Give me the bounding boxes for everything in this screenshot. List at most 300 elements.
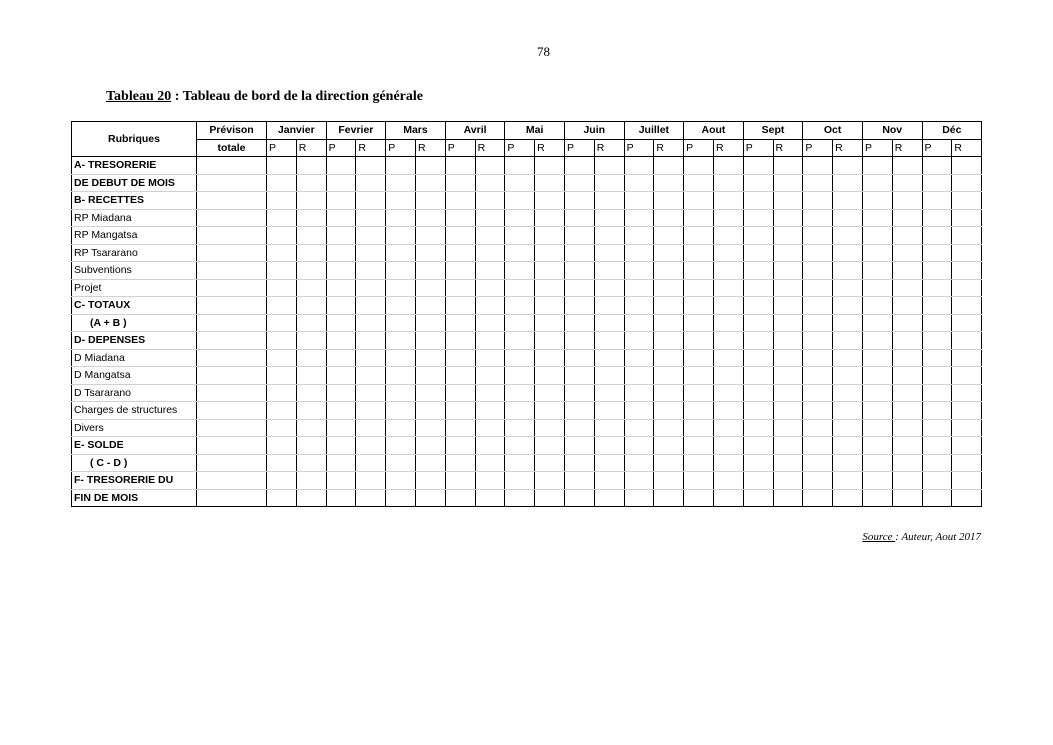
p-cell[interactable] [505, 349, 535, 367]
p-cell[interactable] [743, 174, 773, 192]
p-cell[interactable] [862, 279, 892, 297]
r-cell[interactable] [773, 174, 803, 192]
r-cell[interactable] [594, 332, 624, 350]
p-cell[interactable] [564, 384, 594, 402]
p-cell[interactable] [803, 279, 833, 297]
r-cell[interactable] [833, 419, 863, 437]
p-cell[interactable] [743, 279, 773, 297]
p-cell[interactable] [505, 314, 535, 332]
r-cell[interactable] [713, 279, 743, 297]
r-cell[interactable] [952, 209, 982, 227]
p-cell[interactable] [743, 384, 773, 402]
r-cell[interactable] [594, 279, 624, 297]
r-cell[interactable] [415, 209, 445, 227]
r-cell[interactable] [773, 192, 803, 210]
p-cell[interactable] [803, 174, 833, 192]
r-cell[interactable] [654, 454, 684, 472]
r-cell[interactable] [535, 454, 565, 472]
prevision-cell[interactable] [197, 244, 267, 262]
r-cell[interactable] [475, 244, 505, 262]
p-cell[interactable] [564, 472, 594, 490]
r-cell[interactable] [773, 349, 803, 367]
r-cell[interactable] [892, 349, 922, 367]
r-cell[interactable] [535, 227, 565, 245]
p-cell[interactable] [803, 367, 833, 385]
r-cell[interactable] [415, 227, 445, 245]
p-cell[interactable] [267, 419, 297, 437]
p-cell[interactable] [267, 279, 297, 297]
p-cell[interactable] [267, 489, 297, 507]
p-cell[interactable] [386, 279, 416, 297]
r-cell[interactable] [296, 297, 326, 315]
p-cell[interactable] [803, 227, 833, 245]
r-cell[interactable] [713, 367, 743, 385]
r-cell[interactable] [594, 192, 624, 210]
p-cell[interactable] [862, 314, 892, 332]
p-cell[interactable] [862, 192, 892, 210]
r-cell[interactable] [296, 227, 326, 245]
r-cell[interactable] [535, 192, 565, 210]
r-cell[interactable] [952, 349, 982, 367]
p-cell[interactable] [386, 454, 416, 472]
r-cell[interactable] [713, 489, 743, 507]
r-cell[interactable] [654, 262, 684, 280]
p-cell[interactable] [624, 262, 654, 280]
p-cell[interactable] [386, 402, 416, 420]
r-cell[interactable] [296, 454, 326, 472]
p-cell[interactable] [445, 367, 475, 385]
r-cell[interactable] [713, 262, 743, 280]
r-cell[interactable] [892, 174, 922, 192]
r-cell[interactable] [773, 314, 803, 332]
p-cell[interactable] [505, 367, 535, 385]
r-cell[interactable] [415, 437, 445, 455]
p-cell[interactable] [803, 419, 833, 437]
r-cell[interactable] [296, 472, 326, 490]
p-cell[interactable] [922, 297, 952, 315]
r-cell[interactable] [713, 297, 743, 315]
r-cell[interactable] [952, 192, 982, 210]
prevision-cell[interactable] [197, 367, 267, 385]
r-cell[interactable] [356, 314, 386, 332]
p-cell[interactable] [386, 437, 416, 455]
r-cell[interactable] [475, 472, 505, 490]
r-cell[interactable] [833, 437, 863, 455]
r-cell[interactable] [713, 227, 743, 245]
r-cell[interactable] [654, 314, 684, 332]
p-cell[interactable] [684, 384, 714, 402]
r-cell[interactable] [833, 384, 863, 402]
p-cell[interactable] [862, 332, 892, 350]
r-cell[interactable] [415, 419, 445, 437]
p-cell[interactable] [445, 279, 475, 297]
p-cell[interactable] [922, 332, 952, 350]
p-cell[interactable] [505, 209, 535, 227]
r-cell[interactable] [356, 489, 386, 507]
r-cell[interactable] [654, 297, 684, 315]
p-cell[interactable] [564, 454, 594, 472]
p-cell[interactable] [803, 454, 833, 472]
r-cell[interactable] [833, 279, 863, 297]
p-cell[interactable] [326, 384, 356, 402]
p-cell[interactable] [743, 192, 773, 210]
p-cell[interactable] [267, 314, 297, 332]
r-cell[interactable] [952, 279, 982, 297]
p-cell[interactable] [505, 262, 535, 280]
p-cell[interactable] [862, 174, 892, 192]
r-cell[interactable] [535, 367, 565, 385]
p-cell[interactable] [922, 227, 952, 245]
r-cell[interactable] [654, 227, 684, 245]
r-cell[interactable] [296, 384, 326, 402]
r-cell[interactable] [296, 192, 326, 210]
p-cell[interactable] [862, 437, 892, 455]
p-cell[interactable] [803, 437, 833, 455]
r-cell[interactable] [296, 332, 326, 350]
r-cell[interactable] [833, 454, 863, 472]
r-cell[interactable] [475, 279, 505, 297]
prevision-cell[interactable] [197, 419, 267, 437]
r-cell[interactable] [475, 262, 505, 280]
p-cell[interactable] [922, 244, 952, 262]
p-cell[interactable] [743, 227, 773, 245]
p-cell[interactable] [684, 489, 714, 507]
r-cell[interactable] [952, 157, 982, 175]
p-cell[interactable] [445, 297, 475, 315]
p-cell[interactable] [624, 209, 654, 227]
p-cell[interactable] [922, 279, 952, 297]
p-cell[interactable] [684, 262, 714, 280]
p-cell[interactable] [624, 454, 654, 472]
r-cell[interactable] [713, 384, 743, 402]
r-cell[interactable] [415, 384, 445, 402]
r-cell[interactable] [296, 244, 326, 262]
r-cell[interactable] [356, 192, 386, 210]
r-cell[interactable] [773, 297, 803, 315]
r-cell[interactable] [654, 402, 684, 420]
p-cell[interactable] [743, 437, 773, 455]
r-cell[interactable] [535, 332, 565, 350]
p-cell[interactable] [326, 402, 356, 420]
r-cell[interactable] [773, 332, 803, 350]
r-cell[interactable] [475, 402, 505, 420]
r-cell[interactable] [594, 384, 624, 402]
p-cell[interactable] [386, 209, 416, 227]
r-cell[interactable] [713, 209, 743, 227]
p-cell[interactable] [445, 174, 475, 192]
p-cell[interactable] [624, 367, 654, 385]
p-cell[interactable] [326, 174, 356, 192]
r-cell[interactable] [594, 262, 624, 280]
p-cell[interactable] [803, 244, 833, 262]
r-cell[interactable] [356, 262, 386, 280]
p-cell[interactable] [684, 437, 714, 455]
r-cell[interactable] [713, 402, 743, 420]
r-cell[interactable] [654, 384, 684, 402]
p-cell[interactable] [564, 262, 594, 280]
p-cell[interactable] [267, 454, 297, 472]
p-cell[interactable] [922, 454, 952, 472]
r-cell[interactable] [535, 279, 565, 297]
p-cell[interactable] [445, 332, 475, 350]
p-cell[interactable] [684, 244, 714, 262]
r-cell[interactable] [594, 157, 624, 175]
prevision-cell[interactable] [197, 279, 267, 297]
p-cell[interactable] [862, 472, 892, 490]
prevision-cell[interactable] [197, 297, 267, 315]
p-cell[interactable] [743, 314, 773, 332]
p-cell[interactable] [445, 349, 475, 367]
r-cell[interactable] [356, 384, 386, 402]
r-cell[interactable] [892, 454, 922, 472]
p-cell[interactable] [803, 314, 833, 332]
p-cell[interactable] [624, 157, 654, 175]
r-cell[interactable] [952, 454, 982, 472]
r-cell[interactable] [594, 437, 624, 455]
p-cell[interactable] [862, 454, 892, 472]
p-cell[interactable] [267, 367, 297, 385]
p-cell[interactable] [803, 384, 833, 402]
p-cell[interactable] [922, 174, 952, 192]
prevision-cell[interactable] [197, 157, 267, 175]
prevision-cell[interactable] [197, 192, 267, 210]
r-cell[interactable] [892, 209, 922, 227]
p-cell[interactable] [445, 209, 475, 227]
r-cell[interactable] [952, 384, 982, 402]
p-cell[interactable] [505, 489, 535, 507]
r-cell[interactable] [833, 367, 863, 385]
r-cell[interactable] [535, 437, 565, 455]
p-cell[interactable] [862, 157, 892, 175]
p-cell[interactable] [505, 174, 535, 192]
r-cell[interactable] [296, 489, 326, 507]
p-cell[interactable] [624, 472, 654, 490]
r-cell[interactable] [833, 489, 863, 507]
r-cell[interactable] [415, 192, 445, 210]
r-cell[interactable] [773, 244, 803, 262]
r-cell[interactable] [952, 314, 982, 332]
p-cell[interactable] [445, 384, 475, 402]
r-cell[interactable] [713, 419, 743, 437]
p-cell[interactable] [326, 454, 356, 472]
r-cell[interactable] [892, 157, 922, 175]
p-cell[interactable] [564, 489, 594, 507]
r-cell[interactable] [475, 437, 505, 455]
p-cell[interactable] [386, 419, 416, 437]
r-cell[interactable] [415, 489, 445, 507]
r-cell[interactable] [952, 244, 982, 262]
p-cell[interactable] [803, 332, 833, 350]
r-cell[interactable] [415, 332, 445, 350]
r-cell[interactable] [296, 349, 326, 367]
r-cell[interactable] [952, 262, 982, 280]
p-cell[interactable] [743, 349, 773, 367]
prevision-cell[interactable] [197, 174, 267, 192]
p-cell[interactable] [564, 157, 594, 175]
r-cell[interactable] [594, 489, 624, 507]
r-cell[interactable] [833, 402, 863, 420]
r-cell[interactable] [773, 279, 803, 297]
r-cell[interactable] [713, 174, 743, 192]
p-cell[interactable] [684, 297, 714, 315]
p-cell[interactable] [326, 314, 356, 332]
r-cell[interactable] [475, 419, 505, 437]
p-cell[interactable] [862, 489, 892, 507]
p-cell[interactable] [505, 244, 535, 262]
p-cell[interactable] [564, 332, 594, 350]
p-cell[interactable] [624, 227, 654, 245]
prevision-cell[interactable] [197, 437, 267, 455]
p-cell[interactable] [803, 209, 833, 227]
r-cell[interactable] [415, 472, 445, 490]
r-cell[interactable] [833, 227, 863, 245]
r-cell[interactable] [892, 279, 922, 297]
r-cell[interactable] [654, 174, 684, 192]
p-cell[interactable] [386, 472, 416, 490]
r-cell[interactable] [356, 332, 386, 350]
r-cell[interactable] [833, 332, 863, 350]
p-cell[interactable] [684, 157, 714, 175]
r-cell[interactable] [833, 314, 863, 332]
p-cell[interactable] [803, 402, 833, 420]
p-cell[interactable] [743, 454, 773, 472]
p-cell[interactable] [684, 314, 714, 332]
r-cell[interactable] [475, 367, 505, 385]
p-cell[interactable] [564, 174, 594, 192]
r-cell[interactable] [952, 472, 982, 490]
r-cell[interactable] [654, 332, 684, 350]
r-cell[interactable] [773, 209, 803, 227]
p-cell[interactable] [445, 227, 475, 245]
r-cell[interactable] [952, 297, 982, 315]
p-cell[interactable] [445, 472, 475, 490]
p-cell[interactable] [505, 227, 535, 245]
p-cell[interactable] [564, 349, 594, 367]
p-cell[interactable] [505, 332, 535, 350]
p-cell[interactable] [267, 297, 297, 315]
r-cell[interactable] [535, 314, 565, 332]
p-cell[interactable] [684, 279, 714, 297]
r-cell[interactable] [892, 367, 922, 385]
r-cell[interactable] [833, 209, 863, 227]
r-cell[interactable] [773, 489, 803, 507]
r-cell[interactable] [773, 262, 803, 280]
p-cell[interactable] [386, 157, 416, 175]
p-cell[interactable] [743, 332, 773, 350]
p-cell[interactable] [326, 472, 356, 490]
p-cell[interactable] [564, 402, 594, 420]
p-cell[interactable] [326, 297, 356, 315]
r-cell[interactable] [654, 192, 684, 210]
r-cell[interactable] [356, 437, 386, 455]
r-cell[interactable] [773, 367, 803, 385]
r-cell[interactable] [892, 489, 922, 507]
r-cell[interactable] [713, 192, 743, 210]
p-cell[interactable] [505, 402, 535, 420]
p-cell[interactable] [326, 262, 356, 280]
r-cell[interactable] [296, 262, 326, 280]
r-cell[interactable] [594, 402, 624, 420]
prevision-cell[interactable] [197, 227, 267, 245]
p-cell[interactable] [684, 367, 714, 385]
r-cell[interactable] [535, 472, 565, 490]
r-cell[interactable] [952, 437, 982, 455]
r-cell[interactable] [952, 419, 982, 437]
r-cell[interactable] [475, 314, 505, 332]
p-cell[interactable] [267, 349, 297, 367]
r-cell[interactable] [713, 314, 743, 332]
p-cell[interactable] [386, 349, 416, 367]
r-cell[interactable] [356, 174, 386, 192]
p-cell[interactable] [684, 419, 714, 437]
r-cell[interactable] [713, 349, 743, 367]
p-cell[interactable] [267, 209, 297, 227]
p-cell[interactable] [564, 192, 594, 210]
r-cell[interactable] [713, 157, 743, 175]
p-cell[interactable] [267, 174, 297, 192]
p-cell[interactable] [624, 349, 654, 367]
r-cell[interactable] [356, 279, 386, 297]
r-cell[interactable] [892, 244, 922, 262]
r-cell[interactable] [475, 174, 505, 192]
p-cell[interactable] [922, 367, 952, 385]
r-cell[interactable] [594, 244, 624, 262]
r-cell[interactable] [594, 472, 624, 490]
r-cell[interactable] [535, 349, 565, 367]
p-cell[interactable] [505, 454, 535, 472]
r-cell[interactable] [296, 419, 326, 437]
p-cell[interactable] [922, 489, 952, 507]
p-cell[interactable] [624, 384, 654, 402]
r-cell[interactable] [952, 332, 982, 350]
r-cell[interactable] [892, 227, 922, 245]
prevision-cell[interactable] [197, 472, 267, 490]
r-cell[interactable] [415, 314, 445, 332]
p-cell[interactable] [445, 454, 475, 472]
r-cell[interactable] [654, 209, 684, 227]
p-cell[interactable] [743, 419, 773, 437]
p-cell[interactable] [445, 262, 475, 280]
r-cell[interactable] [713, 244, 743, 262]
r-cell[interactable] [594, 419, 624, 437]
r-cell[interactable] [475, 349, 505, 367]
prevision-cell[interactable] [197, 384, 267, 402]
p-cell[interactable] [684, 454, 714, 472]
p-cell[interactable] [326, 209, 356, 227]
p-cell[interactable] [922, 192, 952, 210]
p-cell[interactable] [564, 367, 594, 385]
p-cell[interactable] [564, 227, 594, 245]
r-cell[interactable] [654, 244, 684, 262]
r-cell[interactable] [892, 192, 922, 210]
p-cell[interactable] [922, 402, 952, 420]
r-cell[interactable] [356, 349, 386, 367]
r-cell[interactable] [594, 209, 624, 227]
r-cell[interactable] [356, 297, 386, 315]
r-cell[interactable] [833, 472, 863, 490]
r-cell[interactable] [475, 297, 505, 315]
p-cell[interactable] [803, 157, 833, 175]
p-cell[interactable] [326, 227, 356, 245]
p-cell[interactable] [922, 419, 952, 437]
p-cell[interactable] [743, 157, 773, 175]
p-cell[interactable] [326, 349, 356, 367]
p-cell[interactable] [624, 437, 654, 455]
p-cell[interactable] [267, 227, 297, 245]
p-cell[interactable] [445, 437, 475, 455]
r-cell[interactable] [296, 437, 326, 455]
r-cell[interactable] [475, 332, 505, 350]
